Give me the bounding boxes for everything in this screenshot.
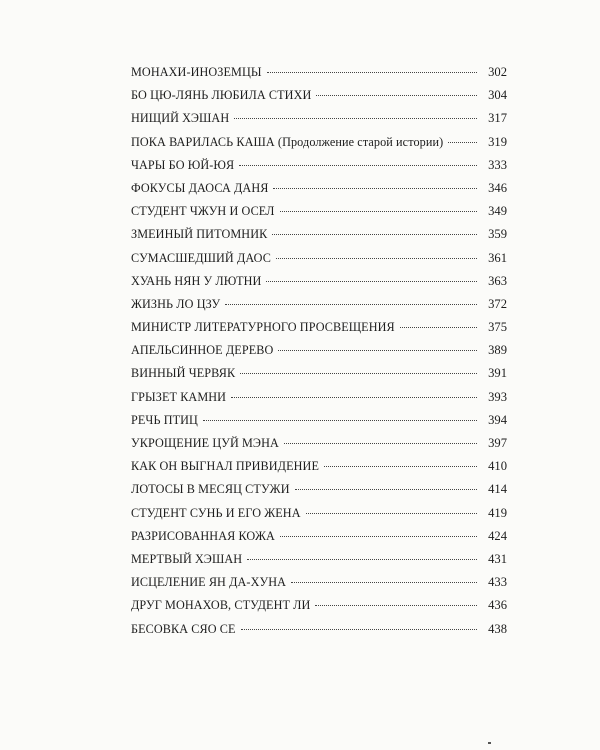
dot-leader xyxy=(225,304,477,305)
toc-entry-page-number: 397 xyxy=(488,436,507,450)
toc-entry-page-number: 394 xyxy=(488,412,507,427)
toc-entry-title: ЧАРЫ БО ЮЙ-ЮЯ xyxy=(131,157,235,172)
toc-entry xyxy=(131,247,507,270)
toc-entry-title: ПОКА ВАРИЛАСЬ КАША (Продолжение старой истории) xyxy=(131,134,444,149)
toc-entry-page-number: 333 xyxy=(488,157,507,172)
dot-leader xyxy=(273,188,477,189)
dot-leader xyxy=(324,466,477,467)
toc-entry-page-number: 424 xyxy=(488,528,507,543)
toc-entry xyxy=(131,293,507,316)
toc-entry-title: СУМАСШЕДШИЙ ДАОС xyxy=(131,250,271,265)
toc-entry-page-number: 346 xyxy=(488,180,507,195)
toc-entry-title: ДРУГ МОНАХОВ, СТУДЕНТ ЛИ xyxy=(131,598,311,613)
toc-entry-title: ЗМЕИНЫЙ ПИТОМНИК xyxy=(131,227,268,242)
toc-entry-page-number: 419 xyxy=(488,505,507,520)
toc-entry xyxy=(131,270,507,293)
table-of-contents xyxy=(131,61,507,641)
dot-leader xyxy=(278,350,477,351)
toc-entry xyxy=(131,200,507,223)
toc-entry xyxy=(131,502,507,525)
toc-entry-page-number: 319 xyxy=(488,134,507,149)
toc-entry-page-number: 317 xyxy=(488,111,507,126)
toc-entry xyxy=(131,61,507,84)
dot-leader xyxy=(266,281,477,282)
toc-entry-page-number: 431 xyxy=(488,551,507,566)
toc-entry-page-number: 414 xyxy=(488,482,507,497)
toc-entry-page-number: 304 xyxy=(488,88,507,103)
toc-entry-page-number: 389 xyxy=(488,343,507,358)
dot-leader xyxy=(276,258,477,259)
dot-leader xyxy=(240,373,477,374)
dot-leader xyxy=(272,234,477,235)
toc-entry-title: МОНАХИ-ИНОЗЕМЦЫ xyxy=(131,65,262,79)
toc-entry-page-number: 359 xyxy=(488,227,507,242)
dot-leader xyxy=(400,327,477,328)
toc-entry xyxy=(131,316,507,339)
toc-entry-title: УКРОЩЕНИЕ ЦУЙ МЭНА xyxy=(131,436,279,450)
toc-entry-title: АПЕЛЬСИННОЕ ДЕРЕВО xyxy=(131,343,274,358)
toc-entry-title: СТУДЕНТ СУНЬ И ЕГО ЖЕНА xyxy=(131,505,301,520)
toc-entry xyxy=(131,84,507,107)
dot-leader xyxy=(247,559,477,560)
toc-entry xyxy=(131,362,507,385)
toc-entry xyxy=(131,177,507,200)
toc-entry-title: ЖИЗНЬ ЛО ЦЗУ xyxy=(131,296,221,311)
toc-entry-page-number: 372 xyxy=(488,296,507,311)
toc-entry xyxy=(131,478,507,501)
toc-entry-page-number: 349 xyxy=(488,204,507,219)
toc-entry-title: БО ЦЮ-ЛЯНЬ ЛЮБИЛА СТИХИ xyxy=(131,88,312,103)
dot-leader xyxy=(267,72,477,73)
dot-leader xyxy=(448,142,477,143)
toc-entry-title: БЕСОВКА СЯО СЕ xyxy=(131,621,236,636)
dot-leader xyxy=(315,605,477,606)
dot-leader xyxy=(241,629,477,630)
dot-leader xyxy=(280,211,477,212)
dot-leader xyxy=(234,118,477,119)
toc-entry xyxy=(131,594,507,617)
toc-entry-page-number: 363 xyxy=(488,273,507,288)
toc-entry-title: СТУДЕНТ ЧЖУН И ОСЕЛ xyxy=(131,204,275,219)
dot-leader xyxy=(203,420,477,421)
dot-leader xyxy=(280,536,477,537)
toc-entry-title: НИЩИЙ ХЭШАН xyxy=(131,111,230,126)
toc-entry-title: МИНИСТР ЛИТЕРАТУРНОГО ПРОСВЕЩЕНИЯ xyxy=(131,320,395,335)
toc-entry xyxy=(131,455,507,478)
toc-entry-page-number: 438 xyxy=(488,621,507,636)
toc-entry-title: РАЗРИСОВАННАЯ КОЖА xyxy=(131,528,275,543)
dot-leader xyxy=(284,443,477,444)
toc-entry xyxy=(131,107,507,130)
toc-entry-title: МЕРТВЫЙ ХЭШАН xyxy=(131,551,243,566)
toc-entry xyxy=(131,131,507,154)
dot-leader xyxy=(291,582,477,583)
toc-entry xyxy=(131,548,507,571)
toc-entry-page-number: 436 xyxy=(488,598,507,613)
dot-leader xyxy=(231,397,477,398)
dot-leader xyxy=(239,165,477,166)
toc-entry-title: ВИННЫЙ ЧЕРВЯК xyxy=(131,366,236,381)
dot-leader xyxy=(306,513,477,514)
toc-entry xyxy=(131,571,507,594)
toc-entry-page-number: 302 xyxy=(488,65,507,79)
toc-entry xyxy=(131,432,507,455)
dot-leader xyxy=(316,95,477,96)
print-mark xyxy=(488,742,491,744)
toc-entry-page-number: 375 xyxy=(488,320,507,335)
toc-entry-title: ИСЦЕЛЕНИЕ ЯН ДА-ХУНА xyxy=(131,575,287,590)
toc-entry-title: ХУАНЬ НЯН У ЛЮТНИ xyxy=(131,273,262,288)
toc-entry-title: РЕЧЬ ПТИЦ xyxy=(131,412,198,427)
toc-entry xyxy=(131,339,507,362)
toc-entry xyxy=(131,386,507,409)
toc-entry-title: КАК ОН ВЫГНАЛ ПРИВИДЕНИЕ xyxy=(131,459,319,474)
dot-leader xyxy=(295,489,477,490)
toc-entry-page-number: 433 xyxy=(488,575,507,590)
toc-entry xyxy=(131,223,507,246)
toc-entry xyxy=(131,409,507,432)
toc-entry-title: ФОКУСЫ ДАОСА ДАНЯ xyxy=(131,180,269,195)
toc-entry xyxy=(131,525,507,548)
toc-entry-title: ГРЫЗЕТ КАМНИ xyxy=(131,389,227,404)
toc-entry-title: ЛОТОСЫ В МЕСЯЦ СТУЖИ xyxy=(131,482,290,497)
toc-entry xyxy=(131,154,507,177)
toc-entry-page-number: 361 xyxy=(488,250,507,265)
toc-entry xyxy=(131,618,507,641)
toc-entry-page-number: 391 xyxy=(488,366,507,381)
toc-entry-page-number: 410 xyxy=(488,459,507,474)
toc-entry-page-number: 393 xyxy=(488,389,507,404)
